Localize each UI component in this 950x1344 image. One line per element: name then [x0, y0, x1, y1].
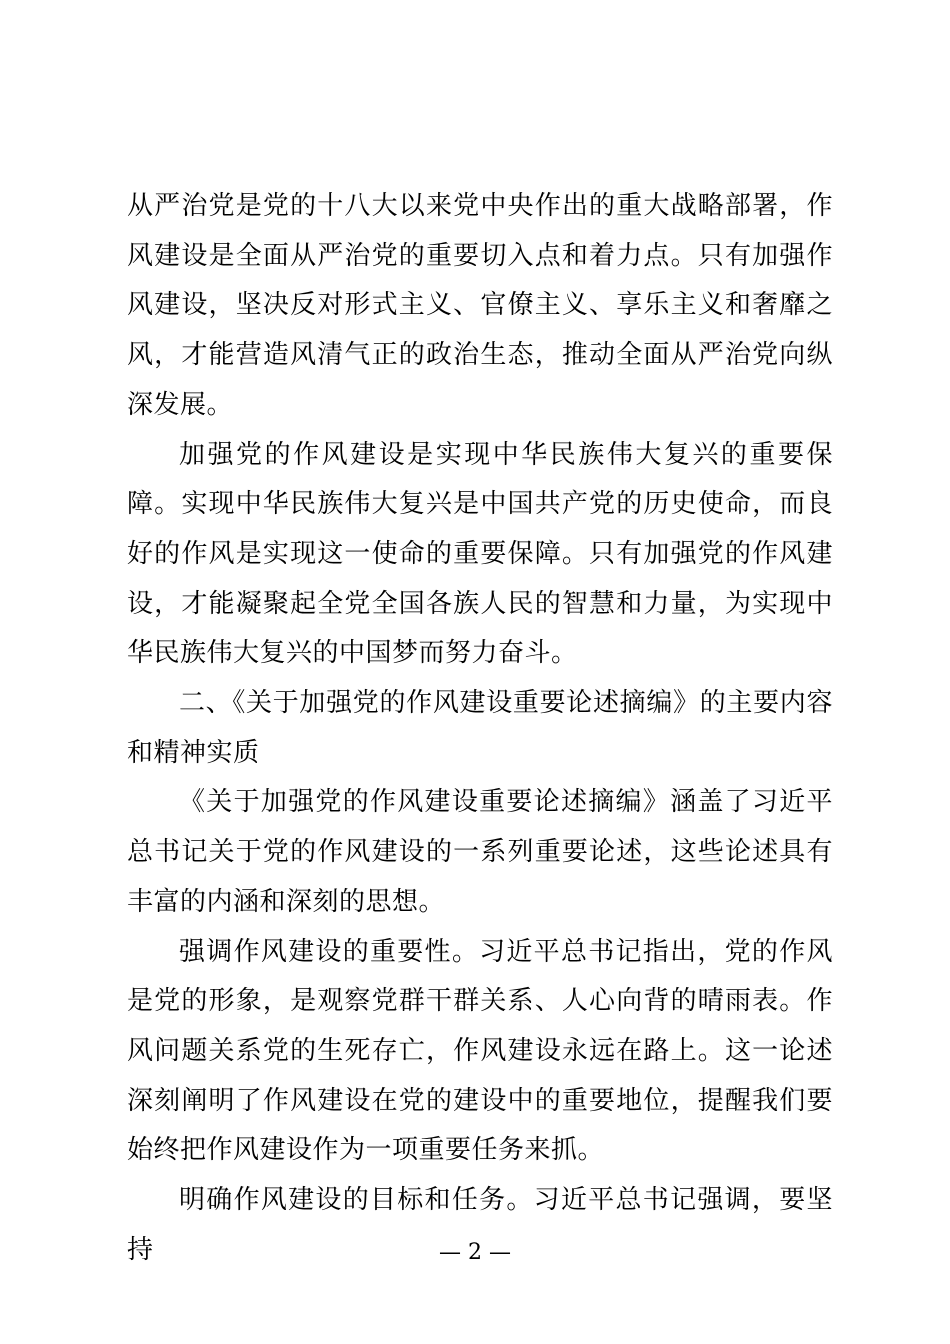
paragraph-rejuvenation-guarantee: 加强党的作风建设是实现中华民族伟大复兴的重要保障。实现中华民族伟大复兴是中国共产党的历史使命，而良好的作风是实现这一使命的重要保障。只有加强党的作风建设，才能凝聚起全党全国各族人民的智慧和力量，为实现中华民族伟大复兴的中国梦而努力奋斗。 — [127, 439, 833, 669]
section-heading-two: 二、《关于加强党的作风建设重要论述摘编》的主要内容和精神实质 — [127, 688, 833, 768]
paragraph-compilation-overview: 《关于加强党的作风建设重要论述摘编》涵盖了习近平总书记关于党的作风建设的一系列重要论述，这些论述具有丰富的内涵和深刻的思想。 — [127, 787, 833, 917]
paragraph-importance: 强调作风建设的重要性。习近平总书记指出，党的作风是党的形象，是观察党群干群关系、人心向背的晴雨表。作风问题关系党的生死存亡，作风建设永远在路上。这一论述深刻阐明了作风建设在党的建设中的重要地位，提醒我们要始终把作风建设作为一项重要任务来抓。 — [127, 936, 833, 1166]
page-number: — 2 — — [439, 1240, 511, 1265]
document-body — [127, 182, 833, 1275]
paragraph-continuation: 从严治党是党的十八大以来党中央作出的重大战略部署，作风建设是全面从严治党的重要切入点和着力点。只有加强作风建设，坚决反对形式主义、官僚主义、享乐主义和奢靡之风，才能营造风清气正的政治生态，推动全面从严治党向纵深发展。 — [127, 191, 833, 420]
paragraph-goals-tasks: 明确作风建设的目标和任务。习近平总书记强调，要坚持 — [127, 1185, 833, 1265]
